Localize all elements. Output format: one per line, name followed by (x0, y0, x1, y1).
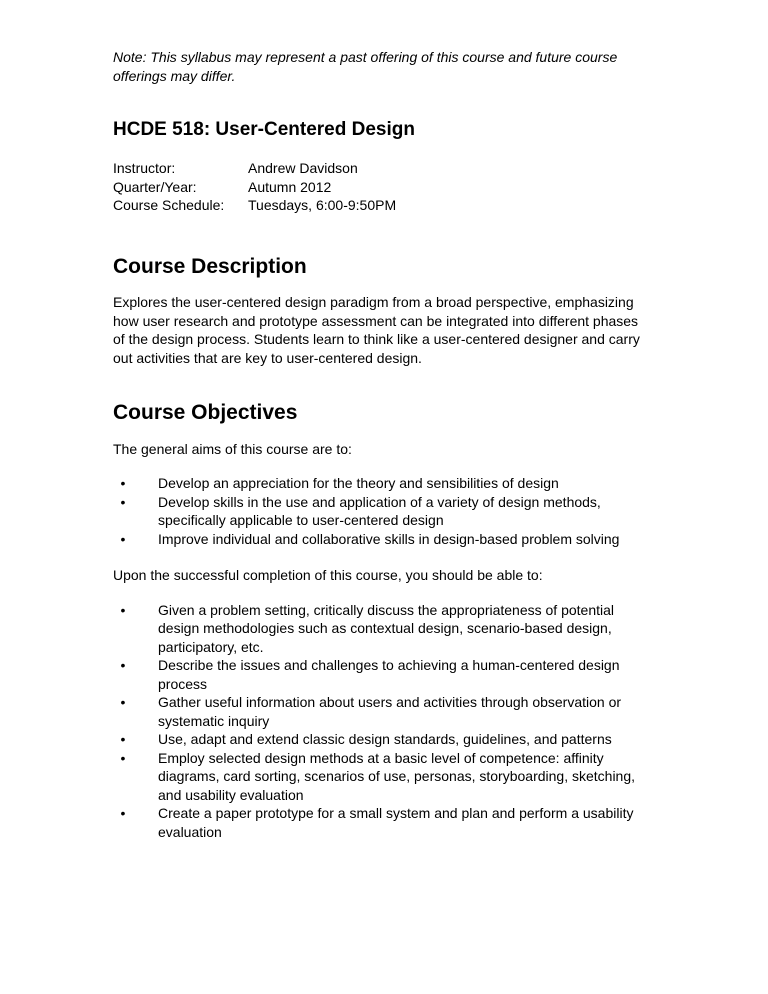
bullet-icon: • (120, 694, 126, 710)
list-item (113, 530, 650, 549)
outcomes-list (113, 601, 650, 842)
quarter-value: Autumn 2012 (248, 178, 332, 195)
instructor-label: Instructor: (113, 160, 176, 176)
list-item (113, 693, 650, 730)
info-row-instructor (113, 159, 396, 178)
course-description-text: Explores the user-centered design paradigm from a broad perspective, emphasizing how user research and prototype assessment can be integrated into different phases of the design process. Students learn to think like a user-centered designer and carry out activities that are key to user-centered design. (113, 294, 640, 366)
bullet-icon: • (120, 749, 126, 766)
outcomes-intro: Upon the successful completion of this course, you should be able to: (113, 567, 543, 583)
quarter-label: Quarter/Year: (113, 178, 197, 195)
list-item (113, 656, 650, 693)
course-info-table (113, 159, 396, 215)
list-item (113, 804, 650, 841)
course-objectives-heading: Course Objectives (113, 401, 298, 424)
outcome-text: Employ selected design methods at a basic level of competence: affinity diagrams, card sorting, scenarios of use, personas, storyboarding, sketching, and usability evaluation (158, 749, 636, 803)
bullet-icon: • (120, 530, 126, 547)
list-item (113, 749, 650, 805)
bullet-icon: • (120, 475, 126, 491)
instructor-value: Andrew Davidson (248, 160, 358, 176)
list-item (113, 493, 650, 530)
bullet-icon: • (120, 493, 126, 510)
bullet-icon: • (120, 657, 126, 673)
outcome-text: Create a paper prototype for a small system and plan and perform a usability evaluation (158, 805, 634, 840)
info-row-schedule (113, 196, 396, 215)
aims-intro: The general aims of this course are to: (113, 440, 352, 457)
outcome-text: Given a problem setting, critically discuss the appropriateness of potential design methodologies such as contextual design, scenario-based design, participatory, etc. (158, 601, 615, 655)
course-description-heading: Course Description (113, 254, 307, 278)
outcome-text: Gather useful information about users and activities through observation or systematic inquiry (158, 694, 622, 729)
list-item (113, 601, 650, 657)
bullet-icon: • (120, 805, 126, 821)
outcome-text: Describe the issues and challenges to achieving a human-centered design process (158, 657, 620, 692)
aims-list (113, 474, 650, 548)
aim-text: Develop an appreciation for the theory and sensibilities of design (158, 475, 559, 491)
bullet-icon: • (120, 731, 126, 747)
schedule-label: Course Schedule: (113, 197, 225, 213)
disclaimer-note: Note: This syllabus may represent a past offering of this course and future course offerings may differ. (113, 49, 618, 84)
bullet-icon: • (120, 601, 126, 618)
list-item (113, 730, 650, 749)
aim-text: Develop skills in the use and application of a variety of design methods, specifically applicable to user-centered design (158, 493, 601, 528)
schedule-value: Tuesdays, 6:00-9:50PM (248, 197, 397, 213)
outcome-text: Use, adapt and extend classic design standards, guidelines, and patterns (158, 731, 612, 747)
info-row-quarter (113, 178, 396, 197)
aim-text: Improve individual and collaborative skills in design-based problem solving (158, 530, 620, 547)
page-title: HCDE 518: User-Centered Design (113, 119, 415, 140)
list-item (113, 474, 650, 493)
